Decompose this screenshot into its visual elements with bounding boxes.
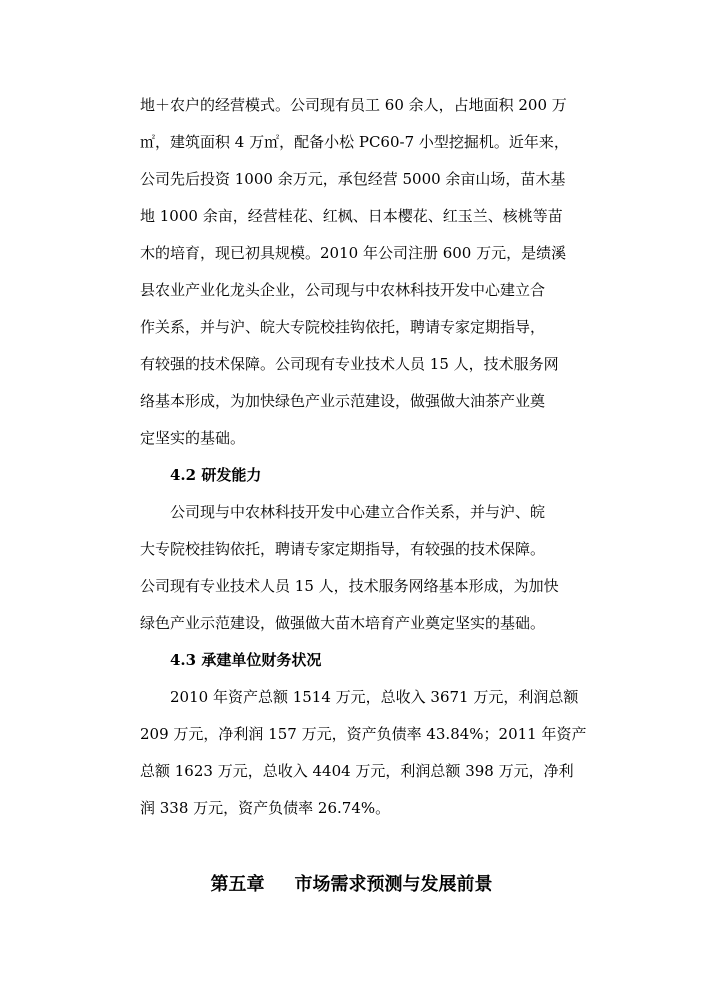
section-4-3-heading: 4.3 承建单位财务状况 <box>170 651 322 669</box>
section-4-3-line: 总额 1623 万元，总收入 4404 万元，利润总额 398 万元，净利 <box>140 762 574 780</box>
section-4-2-line: 大专院校挂钩依托，聘请专家定期指导，有较强的技术保障。 <box>140 540 546 558</box>
section-4-2-line: 绿色产业示范建设，做强做大苗木培育产业奠定坚实的基础。 <box>140 614 546 632</box>
chapter-number: 第五章 <box>210 874 265 895</box>
section-4-2-line: 公司现有专业技术人员 15 人，技术服务网络基本形成，为加快 <box>140 577 559 595</box>
paragraph-1-line: 定坚实的基础。 <box>140 429 246 447</box>
section-4-3-line: 2010 年资产总额 1514 万元，总收入 3671 万元，利润总额 <box>170 688 579 706</box>
paragraph-1-line: 络基本形成，为加快绿色产业示范建设，做强做大油茶产业奠 <box>140 392 546 410</box>
paragraph-1-line: 县农业产业化龙头企业，公司现与中农林科技开发中心建立合 <box>140 281 546 299</box>
paragraph-1-line: 作关系，并与沪、皖大专院校挂钩依托，聘请专家定期指导， <box>140 318 546 336</box>
chapter-title: 市场需求预测与发展前景 <box>294 874 493 895</box>
paragraph-1-line: 地＋农户的经营模式。公司现有员工 60 余人，占地面积 200 万 <box>140 96 567 114</box>
section-4-2-heading: 4.2 研发能力 <box>170 466 262 484</box>
section-4-3-line: 209 万元，净利润 157 万元，资产负债率 43.84%；2011 年资产 <box>140 725 587 743</box>
paragraph-1-line: 有较强的技术保障。公司现有专业技术人员 15 人，技术服务网 <box>140 355 559 373</box>
paragraph-1-line: ㎡，建筑面积 4 万㎡，配备小松 PC60-7 小型挖掘机。近年来， <box>140 133 569 151</box>
paragraph-1-line: 地 1000 余亩，经营桂花、红枫、日本樱花、红玉兰、核桃等苗 <box>140 207 563 225</box>
paragraph-1-line: 木的培育，现已初具规模。2010 年公司注册 600 万元，是绩溪 <box>140 244 567 262</box>
section-4-3-line: 润 338 万元，资产负债率 26.74%。 <box>140 799 391 817</box>
paragraph-1-line: 公司先后投资 1000 余万元，承包经营 5000 余亩山场，苗木基 <box>140 170 566 188</box>
chapter-heading <box>0 870 703 896</box>
section-4-2-line: 公司现与中农林科技开发中心建立合作关系，并与沪、皖 <box>170 503 546 521</box>
